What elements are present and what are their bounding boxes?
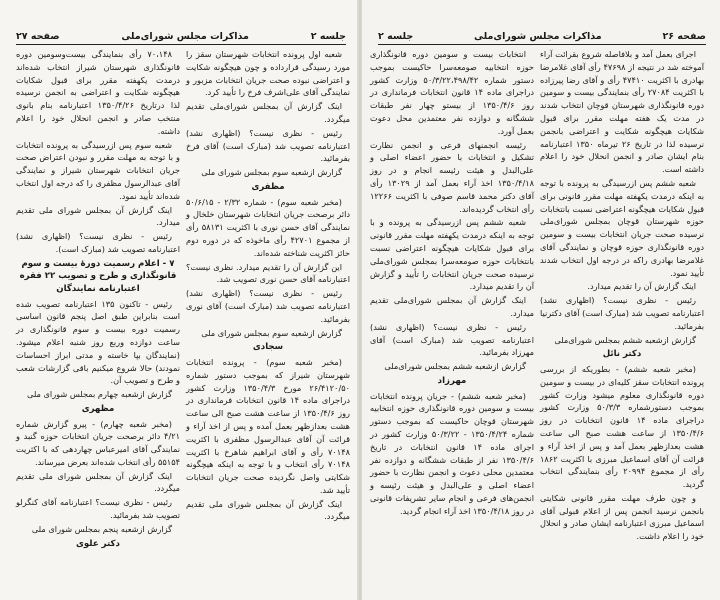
session-label: جلسه ۲ (310, 31, 346, 42)
paragraph: گزارش ازشعبه سوم بمجلس شورای ملی (201, 327, 342, 338)
paragraph: ۷۰،۱۴۸ رأی بنمایندگی بیست‌وسومین دوره قانونگذاری شهرستان شیراز انتخاب شده‌اند درمدت یکهفته مقرر برای قبول شکایات هیچگونه شکایت و اعتراضی به انجمن نرسیده لذا درتاریخ ۱۳۵۰/۴/۲۶ اعتبارنامه بنام بانوی منتخب صادر و انجمن انحلال خود را اعلام داشته. (16, 49, 180, 136)
publication-title: مذاکرات مجلس شورای‌ملی (121, 31, 249, 42)
paragraph: اجرای بعمل آمد و بلافاصله شروع بقرائت آراء آموخته شد در نتیجه از ۴۷۶۹۸ رأی آقای غلامرضا بهادری با اکثریت ۴۷۴۱۰ رأی و آقای رضا پیرزاده با اکثریت ۲۷۰۸۴ رأی بنمایندگی بیست و سومین دوره قانونگذاری شهرستان قوچان انتخاب شدند در مدت یک هفته مهلت مقرر برای قبول شکایات هیچگونه شکایت و اعتراضی بانجمن نرسیده لذا در تاریخ ۲۶ تیرماه ۱۳۵۰ اعتبارنامه بنام ایشان صادر و انجمن انحلال خود را اعلام داشته است. (540, 49, 704, 175)
paragraph: گزارش ازشعبه پنجم بمجلس شورای ملی (31, 523, 172, 534)
section-heading: مظفری (251, 181, 285, 192)
paragraph: رئیسه انجمنهای فرعی و انجمن نظارت تشکیل و انتخابات با حضور اعضاء اصلی و علی‌البدل و هیئت رئیسه انجام و در روز ۱۳۵۰/۴/۱۸ اخذ آراء بعمل آمد از ۱۳۰۲۹ رأی آقای دکتر محمد قاسم صوفی با اکثریت ۱۲۲۶۶ رأی انتخاب گردیده‌اند. (370, 139, 535, 214)
page-header (378, 28, 706, 45)
text-column (370, 48, 534, 518)
paragraph: شعبه ششم پس ازرسیدگی به پرونده و با توجه به اینکه درمدت یکهفته مهلت مقرر قانونی برای قبول شکایات هیچگونه اعتراضی نسبت بانتخابات حوزه صومعه‌سرا بمجلس شورای‌ملی نرسیده صحت جریان انتخابات را تأیید و گزارش آن را تقدیم میدارد. (370, 217, 534, 292)
paragraph: (مخبر شعبه ششم) - بطوریکه از بررسی پرونده انتخابات سقز کلیه‌ای در بیست و سومین دوره قانونگذاری معلوم میشود وزارت کشور بموجب دستورشماره ۵۰/۳/۳ وزارت کشور دراجرای ماده ۱۴ قانون انتخابات در روز ۱۳۵۰/۴/۶ از ساعت هشت صبح الی ساعت هشت بعدازظهر بعمل آمد و پس از اخذ آراء و قرائت آن آقای اسماعیل مبرزی با اکثریت ۱۸۶۲ رأی از مجموع ۲۰۹۹۴ رأی بنمایندگی انتخاب گردید. (540, 363, 704, 490)
section-heading: دکتر نائل (602, 349, 642, 360)
paragraph: و چون طرف مهلت مقرر قانونی شکایتی بانجمن نرسید انجمن پس از اعلام قبولی آقای اسماعیل مبرزی اعتبارنامه ایشان صادر و انحلال خود را اعلام داشت. (540, 492, 704, 542)
paragraph: اینک گزارش آن بمجلس شورای ملی تقدیم میدارد. (16, 204, 180, 228)
paragraph: رئیس - نظری نیست؟ (اظهاری نشد) اعتبارنامه تصویب شد (مبارک است) آقای نوری بفرمائید. (186, 288, 350, 324)
paragraph: اینک گزارش آن بمجلس شورای‌ملی تقدیم میدارد. (370, 295, 534, 318)
right-page (362, 0, 720, 600)
paragraph: گزارش ازشعبه ششم بمجلس شورای‌ملی (554, 334, 696, 345)
text-column (540, 48, 704, 544)
session-label: جلسه ۲ (378, 31, 414, 42)
paragraph: رئیس - نظری نیست؟ اعتبارنامه آقای کنگرلو تصویب شد بفرمائید. (16, 497, 180, 521)
paragraph: اینک گزارش آن بمجلس شورای ملی تقدیم میگردد. (186, 498, 350, 522)
publication-title: مذاکرات مجلس شورای‌ملی (474, 31, 602, 42)
paragraph: رئیس - نظری نیست؟ (اظهاری نشد) اعتبارنامه تصویب شد (مبارک است) آقای فرخ بفرمائید. (186, 127, 350, 164)
paragraph: (مخبر شعبه سوم) - شماره ۲/۳۲ - ۵۰/۶/۱۵ دائر برصحت جریان انتخابات شهرستان خلخال و نمایندگی آقای حسن نوری با اکثریت ۵۸۱۳۱ رأی از مجموع ۴۲۷۰۱ رأی ماخوذه که در دوره دوم حائز اکثریت شناخته شده‌اند. (186, 196, 351, 258)
paragraph: (مخبر شعبه ششم) - جریان پرونده انتخابات بیست و سومین دوره قانونگذاری حوزه انتخابیه شهرستان قوچان حاکیست که بموجب دستور شماره ۱۳۵۰/۴/۲۴ - ۵۰/۳/۲۲ وزارت کشور در اجرای ماده ۱۴ قانون انتخابات در تاریخ ۱۳۵۰/۴/۶ نفر از طبقات ششگانه و دوازده نفر معتمدین محلی دعوت و انجمن نظارت با حضور اعضاء اصلی و علی‌البدل و هیئت رئیسه و انجمن‌های فرعی و انجام سایر تشریفات قانونی در روز ۱۳۵۰/۴/۱۸ اخذ آراء انجام گردید. (370, 390, 534, 516)
paragraph: (مخبر شعبه چهارم) - پیرو گزارش شماره ۴/۲۱ دائر برصحت جریان انتخابات حوزه گنبد و نمایندگی آقای امیرعباس چهاردهی که با اکثریت ۵۵۱۵۴ رأی انتخاب شده‌اند بعرض میرساند. (16, 418, 180, 467)
paragraph: (مخبر شعبه سوم) - پرونده انتخابات شهرستان شیراز که بموجب دستور شماره ۲۶/۴۱۲۰/۵۰ مورخ ۱۳۵۰/۴/۳ وزارت کشور دراجرای ماده ۱۴ قانون انتخابات فرمانداری در روز ۱۳۵۰/۴/۶ از ساعت هشت صبح الی ساعت هشت بعدازظهر بعمل آمده و پس از اخذ آراء و قرائت آن آقای عبدالرسول مظفری با اکثریت ۷۰۱۴۸ رأی و آقای ابراهیم شاهرخ با اکثریت ۷۰۱۴۸ رأی انتخاب و با توجه به اینکه هیچگونه شکایتی واصل نگردیده صحت جریان انتخابات تأیید شد. (186, 356, 351, 495)
text-column (186, 48, 350, 524)
section-heading: سجادی (252, 342, 284, 353)
page-number: صفحه ۲۷ (16, 31, 60, 42)
paragraph: شعبه سوم پس ازرسیدگی به پرونده انتخابات و با توجه به مهلت مقرر و نبودن اعتراض صحت جریان انتخابات شهرستان شیراز و نمایندگی آقای عبدالرسول مظفری را که درجه اول انتخاب شده‌اند تأیید نمود. (16, 139, 180, 201)
paragraph: انتخابات بیست و سومین دوره قانونگذاری حوزه انتخابیه صومعه‌سرا حاکیست بموجب دستور شماره ۵۰/۳/۲۲،۴۹۸/۴۲ وزارت کشور دراجرای ماده ۱۴ قانون انتخابات فرمانداری در روز ۱۳۵۰/۴/۶ از بیستو چهار نفر طبقات ششگانه و دوازده نفر معتمدین محل دعوت بعمل آورد. (370, 49, 535, 136)
text-column (16, 48, 180, 552)
paragraph: رئیس - تاکنون ۱۳۵ اعتبارنامه تصویب شده است بنابراین طبق اصل پنجم قانون اساسی رسمیت دوره بیست و سوم قانونگذاری در ساعت دوازده وربع روز شنبه اعلام میشود. (نمایندگان بپا خاسته و مدتی ابراز احساسات نمودند) حالا شروع میکنیم باقی گزارشات شعب و طرح و تصویب آن. (16, 298, 180, 386)
paragraph: شعبه ششم پس ازرسیدگی به پرونده با توجه به اینکه درمدت یکهفته مهلت مقرر قانونی برای قبول شکایات هیچگونه اعتراضی نسبت بانتخابات حوزه شهرستان قوچان بمجلس شورای‌ملی نرسیده صحت جریان انتخابات بیست و سومین دوره قانونگذاری حوزه قوچان و نمایندگی آقای غلامرضا بهادری راکه در درجه اول انتخاب شدند تأیید نمود. (540, 177, 704, 278)
paragraph: رئیس - نظری نیست؟ (اظهاری نشد) اعتبارنامه تصویب شد (مبارک است). (16, 231, 180, 254)
paragraph: گزارش ازشعبه سوم بمجلس شورای ملی (201, 167, 342, 178)
paragraph: اینک گزارش آن بمجلس شورای ملی تقدیم میگردد. (16, 470, 180, 494)
paragraph: شعبه اول پرونده انتخابات شهرستان سقز را مورد رسیدگی قرارداده و چون هیچگونه شکایت و اعتراضی نبوده صحت جریان انتخابات مزبور و نمایندگی آقای علی‌اشرف فرخ را تأیید کرد. (186, 49, 350, 98)
paragraph: رئیس - نظری نیست؟ (اظهاری نشد) اعتبارنامه تصویب شد (مبارک است) آقای مهرزاد بفرمائید. (370, 321, 534, 358)
paragraph: این گزارش آن را تقدیم میدارد. نظری نیست؟ اعتبارنامه آقای حسن نوری تصویب شد. (186, 261, 350, 285)
section-heading: دکتر علوی (76, 538, 120, 549)
paragraph: گزارش ازشعبه چهارم بمجلس شورای ملی (27, 389, 172, 400)
page-number: صفحه ۲۶ (662, 31, 706, 42)
paragraph: گزارش ازشعبه ششم بمجلس شورای‌ملی (384, 361, 526, 372)
paragraph: رئیس - نظری نیست؟ (اظهاری نشد) اعتبارنامه تصویب شد (مبارک است) آقای دکترنیا بفرمائید. (540, 295, 704, 331)
section-heading: ۷ - اعلام رسمیت دورهٔ بیست و سوم قانونگذاری و طرح و تصویب ۲۲ فقره اعتبارنامه نمایندگان (19, 258, 177, 294)
page-header (16, 28, 346, 45)
paragraph: اینک گزارش آن را تقدیم میدارد. (587, 281, 696, 292)
section-heading: مهرزاد (437, 375, 467, 386)
section-heading: مظهری (81, 403, 115, 414)
paragraph: اینک گزارش آن بمجلس شورای‌ملی تقدیم میگردد. (186, 101, 350, 124)
